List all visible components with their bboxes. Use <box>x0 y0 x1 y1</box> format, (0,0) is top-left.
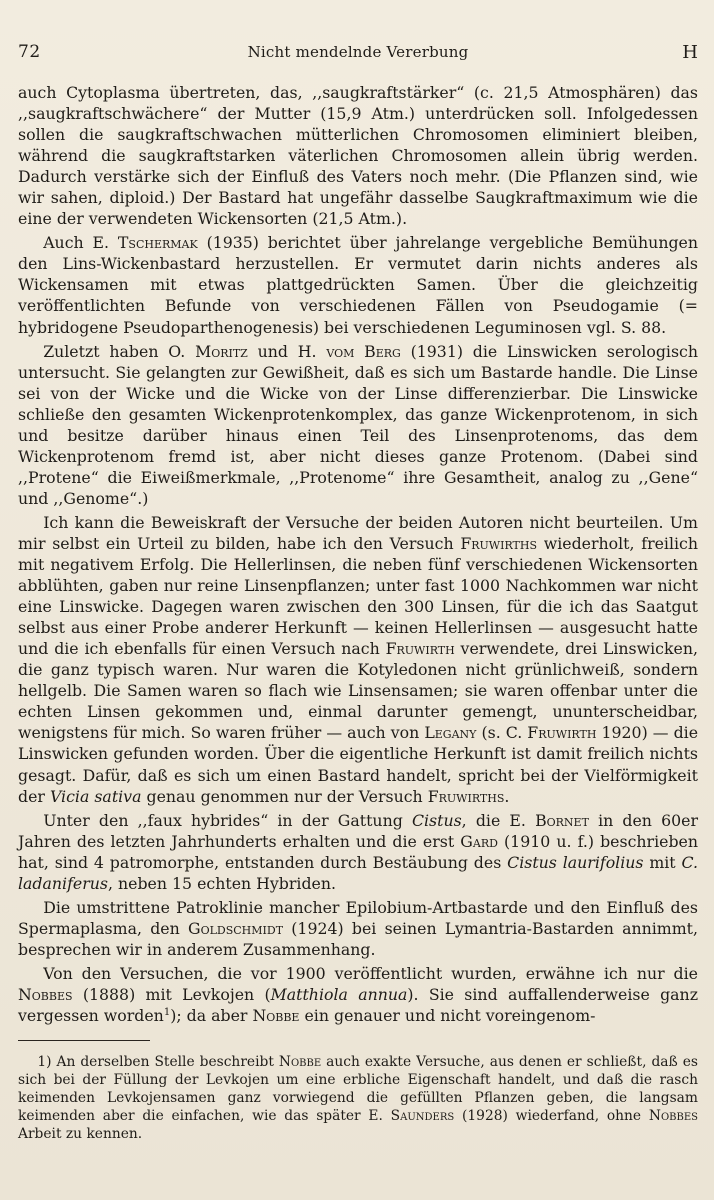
author-name: Fruwirths <box>460 533 538 553</box>
paragraph-text: genau genommen nur der Versuch <box>141 786 428 806</box>
paragraph-own-experiment <box>18 512 698 807</box>
author-name: Fruwirth <box>385 639 455 659</box>
paragraph-nobbe <box>18 963 698 1026</box>
paragraph-text: ein genauer und nicht voreingenom- <box>299 1006 596 1026</box>
paragraph-tschermak <box>18 232 698 337</box>
paragraph-text: , die E. <box>461 810 536 830</box>
footnote-text: 1) An derselben Stelle beschreibt <box>37 1054 279 1071</box>
paragraph-text: (1910 u. f.) beschrieben hat, sind 4 patromorphe, entstanden durch Bestäubung des <box>18 831 698 872</box>
author-name: Legany <box>424 723 477 743</box>
paragraph-text: (1924) bei seinen Lymantria-Bastarden annimmt, besprechen wir in anderem Zusammenhang. <box>18 918 699 959</box>
author-name: Saunders <box>390 1108 455 1125</box>
species-name: Matthiola annua <box>270 984 408 1004</box>
author-name: Nobbes <box>648 1108 698 1125</box>
paragraph-text: Ich kann die Beweiskraft der Versuche der beiden Autoren nicht beurteilen. Um mir selbst ein Urteil zu bilden, habe ich den Versuch <box>18 512 698 553</box>
paragraph-text: Zuletzt haben O. <box>43 341 196 361</box>
footnote-text: Arbeit zu kennen. <box>18 1126 143 1143</box>
paragraph-moritz <box>18 341 698 509</box>
author-name: vom Berg <box>326 341 401 361</box>
author-name: Gard <box>460 831 498 851</box>
paragraph-text: ); da aber <box>170 1006 253 1026</box>
body-text <box>18 82 698 1026</box>
author-name: Tschermak <box>117 233 198 253</box>
paragraph-text: (1935) berichtet über jahrelange vergebliche Bemühungen den Lins-Wickenbastard herzustellen. Er vermutet darin nichts anderes als Wickensamen mit etwas plattgedrückten Samen. Über die gleichzeitig veröffentlichten Befunde von verschiedenen Fällen von Pseudogamie (= hybridogene Pseudoparthenogenesis) bei verschiedenen Leguminosen vgl. S. 88. <box>18 233 699 337</box>
paragraph-text: Auch E. <box>43 233 118 253</box>
footnote-divider <box>18 1040 150 1041</box>
footnote-text: auch exakte Versuche, aus denen er schließt, daß es sich bei der Füllung der Levkojen um eine erbliche Eigenschaft handelt, und daß die rasch keimenden Levkojensamen ganz vorwiegend die gefüllten Pflanzen geben, die langsam keimenden aber die einfachen, wie das später E. <box>18 1054 698 1125</box>
paragraph-text: , neben 15 echten Hybriden. <box>108 873 336 893</box>
paragraph-text: (1931) die Linswicken serologisch untersucht. Sie gelangten zur Gewißheit, daß es sich um Bastarde handle. Die Linse sei von der Wicke und die Wicke von der Linse differenzierbar. Die Linswicke schließe den gesamten Wickenprotenkomplex, das ganze Wickenprotenom, in sich und besitze darüber hinaus einen Teil des Linsenprotenoms, das dem Wickenprotenom fremd ist, aber nicht dieses ganze Protenom. (Dabei sind ,,Protene“ die Eiweißmerkmale, ,,Protenome“ ihre Gesamtheit, analog zu ,,Gene“ und ,,Genome“.) <box>18 341 698 508</box>
footnote-text: (1928) wiederfand, ohne <box>454 1108 649 1125</box>
page-header <box>18 42 698 68</box>
paragraph-text: verwendete, drei Linswicken, die ganz typisch waren. Nur waren die Kotyledonen nicht grünlichweiß, sondern hellgelb. Die Samen waren so flach wie Linsensamen; sie waren offenbar unter die echten Linsen gekommen und, einmal darunter gemengt, ununterscheidbar, wenigstens für mich. So waren früher — auch von <box>18 639 698 743</box>
footnote <box>18 1053 698 1143</box>
paragraph-text: ). Sie sind auffallenderweise ganz vergessen worden <box>18 984 698 1026</box>
paragraph-text: mit <box>643 852 682 872</box>
author-name: Nobbe <box>278 1054 322 1071</box>
section-letter: H <box>682 42 698 63</box>
footnote-reference: 1 <box>163 1007 171 1019</box>
paragraph-text: auch Cytoplasma übertreten, das, ,,saugkraftstärker“ (c. 21,5 Atmosphären) das ,,saugkraftschwächere“ der Mutter (15,9 Atm.) unterdrücken soll. Infolgedessen sollen die saugkraftschwachen mütterlichen Chromosomen eliminiert bleiben, während die saugkraftstarken väterlichen Chromosomen allein übrig werden. Dadurch verstärke sich der Einfluß des Vaters noch mehr. (Die Pflanzen sind, wie wir sahen, diploid.) Der Bastard hat ungefähr dasselbe Saugkraftmaximum wie die eine der verwendeten Wickensorten (21,5 Atm.). <box>18 83 698 229</box>
paragraph-epilobium <box>18 897 698 960</box>
paragraph-text: Die umstrittene Patroklinie mancher Epilobium-Artbastarde und den Einfluß des Spermaplasma, den <box>18 897 698 938</box>
author-name: Bornet <box>535 810 589 830</box>
author-name: Fruwirths <box>427 786 505 806</box>
species-name: Cistus <box>411 810 462 830</box>
paragraph-continuation <box>18 82 698 229</box>
author-name: Fruwirth <box>527 723 597 743</box>
species-name: Cistus laurifolius <box>507 852 644 872</box>
paragraph-text: und H. <box>247 341 327 361</box>
author-name: Moritz <box>195 341 248 361</box>
species-name: Vicia sativa <box>49 786 142 806</box>
paragraph-text: Von den Versuchen, die vor 1900 veröffentlicht wurden, erwähne ich nur die <box>43 963 698 983</box>
paragraph-text: . <box>504 786 510 806</box>
author-name: Goldschmidt <box>188 918 284 938</box>
paragraph-text: wiederholt, freilich mit negativem Erfolg. Die Hellerlinsen, die neben fünf verschiedenen Wickensorten abblühten, gaben nur reine Linsenpflanzen; unter fast 1000 Nachkommen war nicht eine Linswicke. Dagegen waren zwischen den 300 Linsen, für die ich das Saatgut selbst aus einer Probe anderer Herkunft — keinen Hellerlinsen — ausgesucht hatte und die ich ebenfalls für einen Versuch nach <box>18 533 698 659</box>
paragraph-text: Unter den ,,faux hybrides“ in der Gattung <box>43 810 412 830</box>
paragraph-cistus <box>18 810 698 894</box>
author-name: Nobbes <box>18 984 73 1004</box>
running-title: Nicht mendelnde Vererbung <box>247 43 469 61</box>
paragraph-text: (s. C. <box>476 723 528 743</box>
paragraph-text: in den 60er Jahren des letzten Jahrhunderts erhalten und die erst <box>18 810 698 851</box>
paragraph-text: 1920) — die Linswicken gefunden worden. Über die eigentliche Herkunft ist damit freilich nichts gesagt. Dafür, daß es sich um einen Bastard handelt, spricht bei der Vielförmigkeit der <box>18 723 699 806</box>
species-name: C. ladaniferus <box>18 852 698 893</box>
author-name: Nobbe <box>252 1006 300 1026</box>
page-number: 72 <box>18 42 41 62</box>
paragraph-text: (1888) mit Levkojen ( <box>72 984 271 1004</box>
